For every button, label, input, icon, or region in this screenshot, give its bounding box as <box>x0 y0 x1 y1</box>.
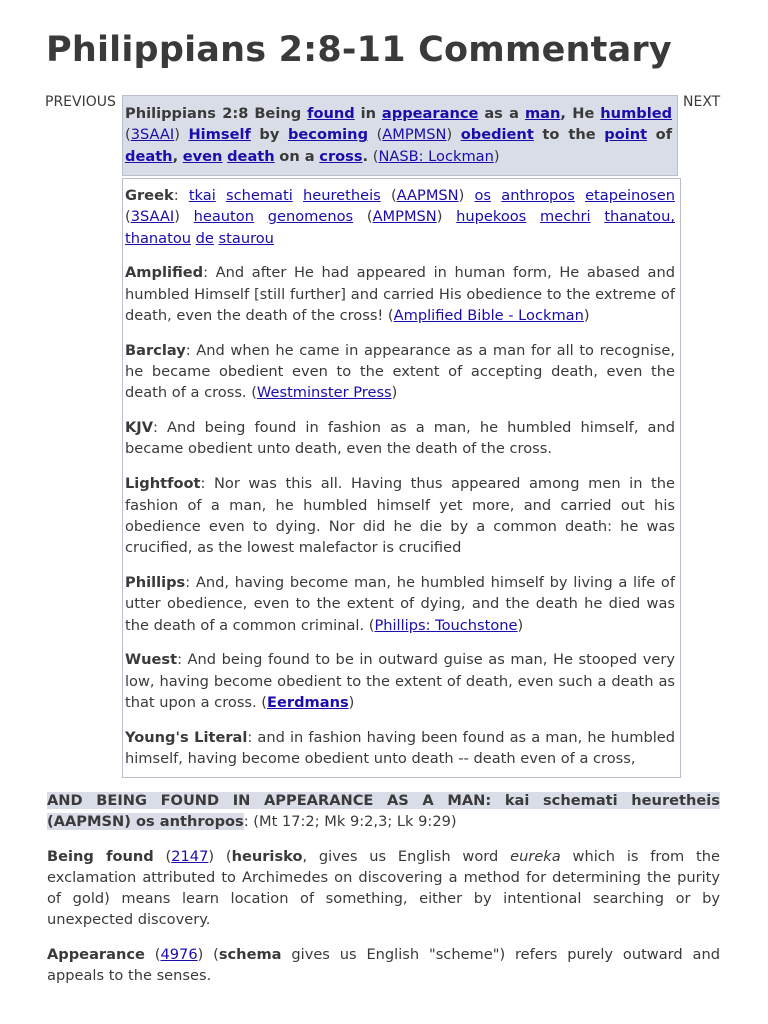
greek-word-link[interactable]: mechri <box>540 208 591 226</box>
translation-label: Amplified <box>125 264 204 282</box>
verse-text: to the <box>542 126 596 144</box>
heading-references: : (Mt 17:2; Mk 9:2,3; Lk 9:29) <box>243 813 457 831</box>
greek-word-link[interactable]: os <box>474 187 492 204</box>
verse-text: , He <box>560 105 595 122</box>
greek-paragraph: Greek: tkai schemati heuretheis (AAPMSN) os anthropos etapeinosen (3SAAI) heauton genomenos (AMPMSN) hupekoos mechri thanatou, thanatou de staurou <box>125 187 676 247</box>
translation-label: Wuest <box>125 651 178 669</box>
greek-word-link[interactable]: heauton <box>193 208 254 226</box>
translation-text: : And being found in fashion as a man, he humbled himself, and became obedient unto death, even the death of the cross. <box>125 419 675 458</box>
commentary-section <box>47 790 720 999</box>
verse-text: by <box>259 126 280 144</box>
translation-lightfoot <box>125 473 675 558</box>
parsing-link[interactable]: AAPMSN <box>396 187 459 204</box>
greek-word-link[interactable]: staurou <box>218 229 274 247</box>
word-link-obedient[interactable]: obedient <box>460 126 534 144</box>
translations-box <box>122 178 681 778</box>
verse-text: Being <box>254 105 302 122</box>
translation-phillips: Phillips: And, having become man, he humbled himself by living a life of utter obedience, even to the extent of dying, and the death he died was the death of a common criminal. (Phillips: Touchstone) <box>125 573 675 634</box>
phillips-source-link[interactable]: Phillips: Touchstone <box>374 616 518 634</box>
translation-label: Phillips <box>125 573 186 591</box>
commentary-heading <box>47 790 720 833</box>
greek-word-link[interactable]: tkai <box>188 187 216 204</box>
previous-link[interactable]: PREVIOUS <box>45 94 116 110</box>
barclay-source-link[interactable]: Westminster Press <box>256 384 392 402</box>
translation-label: Barclay <box>125 341 186 359</box>
translation-barclay: Barclay: And when he came in appearance as a man for all to recognise, he became obedient even to the extent of accepting death, even the death of a cross. (Westminster Press) <box>125 341 675 402</box>
term-label: Being found <box>47 847 154 865</box>
translation-text: : Nor was this all. Having thus appeared among men in the fashion of a man, he humbled himself yet more, and carried out his obedience even to dying. Nor did he die by a common death: he was crucified, as the lowest malefactor is crucified <box>125 475 675 557</box>
verse-text: in <box>360 105 377 122</box>
greek-term: schema <box>218 945 282 963</box>
translation-label: Lightfoot <box>125 475 201 493</box>
verse-text: on a <box>279 147 315 165</box>
word-link-found[interactable]: found <box>307 105 355 122</box>
eerdmans-source-link[interactable]: Eerdmans <box>267 693 349 711</box>
translation-label: Young's Literal <box>125 728 248 746</box>
translation-text: : And when he came in appearance as a man for all to recognise, he became obedient even to the extent of accepting death, even the death of a cross. ( <box>125 341 675 402</box>
verse-text: as a <box>484 105 520 122</box>
translation-text: : And, having become man, he humbled himself by living a life of utter obedience, even to the extent of dying, and the death he died was the death of a common criminal. ( <box>125 573 675 634</box>
parsing-link[interactable]: AMPMSN <box>372 208 437 226</box>
greek-word-link[interactable]: hupekoos <box>456 208 527 226</box>
next-link[interactable]: NEXT <box>683 94 721 110</box>
greek-label: Greek <box>125 187 174 204</box>
word-link-death[interactable]: death <box>227 147 275 165</box>
translation-label: KJV <box>125 419 154 437</box>
greek-word-link[interactable]: thanatou <box>125 229 192 247</box>
commentary-paragraph-appearance: Appearance (4976) (schema gives us English "scheme") refers purely outward and appeals to the senses. <box>47 945 720 985</box>
greek-term: heurisko <box>231 847 303 865</box>
page-title: Philippians 2:8-11 Commentary <box>46 30 672 70</box>
term-label: Appearance <box>47 945 145 963</box>
word-link-point[interactable]: point <box>604 126 648 144</box>
greek-word-link[interactable]: genomenos <box>267 208 354 226</box>
translation-kjv <box>125 417 675 460</box>
word-link-himself[interactable]: Himself <box>188 126 251 144</box>
translation-text: : And being found to be in outward guise as man, He stooped very low, having become obedient to the extent of death, even such a death as that upon a cross. ( <box>125 651 675 711</box>
greek-word-link[interactable]: de <box>195 229 214 247</box>
verse-text: of <box>655 126 673 144</box>
translation-text: : and in fashion having been found as a man, he humbled himself, having become obedient unto death -- death even of a cross, <box>125 728 676 768</box>
greek-word-link[interactable]: etapeinosen <box>585 187 676 204</box>
section-heading: AND BEING FOUND IN APPEARANCE AS A MAN: kai schemati heuretheis (AAPMSN) os anthropos <box>47 792 720 831</box>
translation-youngs <box>125 727 675 770</box>
greek-word-link[interactable]: anthropos <box>501 187 575 204</box>
word-link-man[interactable]: man <box>524 105 561 122</box>
strongs-link-2147[interactable]: 2147 <box>171 847 209 865</box>
amplified-source-link[interactable]: Amplified Bible - Lockman <box>393 306 584 324</box>
greek-word-link[interactable]: schemati <box>225 187 293 204</box>
parsing-link[interactable]: 3SAAI <box>130 208 175 226</box>
word-link-appearance[interactable]: appearance <box>381 105 479 122</box>
word-link-becoming[interactable]: becoming <box>287 126 369 144</box>
italic-word: eureka <box>510 847 561 865</box>
verse-reference: Philippians 2:8 <box>125 105 249 122</box>
strongs-link-4976[interactable]: 4976 <box>160 945 198 963</box>
verse-box: Philippians 2:8 Being found in appearance as a man, He humbled (3SAAI) Himself by becoming (AMPMSN) obedient to the point of death, even death on a cross. (NASB: Lockman) <box>122 95 678 176</box>
commentary-paragraph-being-found: Being found (2147) (heurisko, gives us English word eureka which is from the exclamation attributed to Archimedes on discovering a method for determining the purity of gold) means learn location of something, either by intentional searching or by unexpected discovery. <box>47 847 721 929</box>
nasb-link[interactable]: NASB: Lockman <box>378 147 494 165</box>
word-link-even[interactable]: even <box>182 147 223 165</box>
greek-word-link[interactable]: heuretheis <box>302 187 381 204</box>
greek-word-link[interactable]: thanatou, <box>604 208 675 226</box>
word-link-death[interactable]: death <box>125 147 173 165</box>
translation-amplified: Amplified: And after He had appeared in human form, He abased and humbled Himself [still further] and carried His obedience to the extreme of death, even the death of the cross! (Amplified Bible - Lockman) <box>125 264 675 324</box>
word-link-cross[interactable]: cross <box>319 147 363 165</box>
word-link-humbled[interactable]: humbled <box>600 105 673 122</box>
parsing-link-ampmsn[interactable]: AMPMSN <box>382 126 447 144</box>
translation-wuest: Wuest: And being found to be in outward guise as man, He stooped very low, having become obedient to the extent of death, even such a death as that upon a cross. (Eerdmans) <box>125 651 675 711</box>
parsing-link-3saai[interactable]: 3SAAI <box>130 126 175 144</box>
translation-text: : And after He had appeared in human form, He abased and humbled Himself [still further] and carried His obedience to the extreme of death, even the death of the cross! ( <box>125 264 675 324</box>
